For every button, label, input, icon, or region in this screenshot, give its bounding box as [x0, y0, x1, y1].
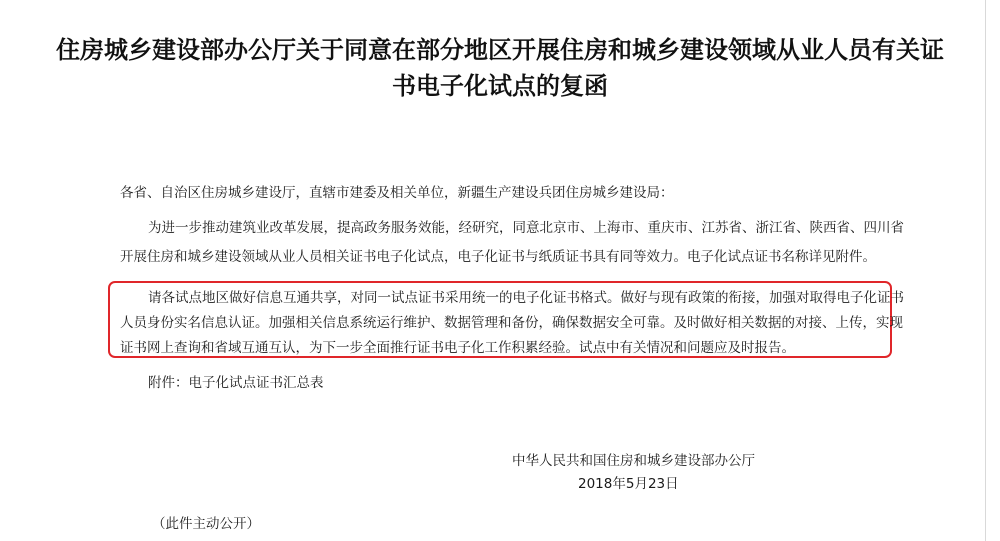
attachment-line: 附件：电子化试点证书汇总表 [148, 375, 324, 391]
paragraph-1-line-2: 开展住房和城乡建设领域从业人员相关证书电子化试点，电子化证书与纸质证书具有同等效力。电子化试点证书名称详见附件。 [120, 249, 876, 265]
paragraph-1-line-1: 为进一步推动建筑业改革发展，提高政务服务效能，经研究，同意北京市、上海市、重庆市、江苏省、浙江省、陕西省、四川省 [148, 220, 904, 236]
addressee-line: 各省、自治区住房城乡建设厅，直辖市建委及相关单位，新疆生产建设兵团住房城乡建设局： [120, 185, 674, 201]
page-right-border [985, 0, 986, 541]
disclosure-note: （此件主动公开） [152, 516, 260, 532]
paragraph-2-line-3: 证书网上查询和省域互通互认，为下一步全面推行证书电子化工作积累经验。试点中有关情况和问题应及时报告。 [120, 340, 795, 356]
signature-date: 2018年5月23日 [578, 476, 679, 492]
paragraph-2-line-1: 请各试点地区做好信息互通共享，对同一试点证书采用统一的电子化证书格式。做好与现有政策的衔接，加强对取得电子化证书 [148, 290, 904, 306]
document-title-line-1: 住房城乡建设部办公厅关于同意在部分地区开展住房和城乡建设领域从业人员有关证 [56, 36, 944, 64]
signature-organization: 中华人民共和国住房和城乡建设部办公厅 [512, 453, 755, 469]
document-title-line-2: 书电子化试点的复函 [392, 72, 608, 100]
paragraph-2-line-2: 人员身份实名信息认证。加强相关信息系统运行维护、数据管理和备份，确保数据安全可靠。及时做好相关数据的对接、上传，实现 [120, 315, 903, 331]
